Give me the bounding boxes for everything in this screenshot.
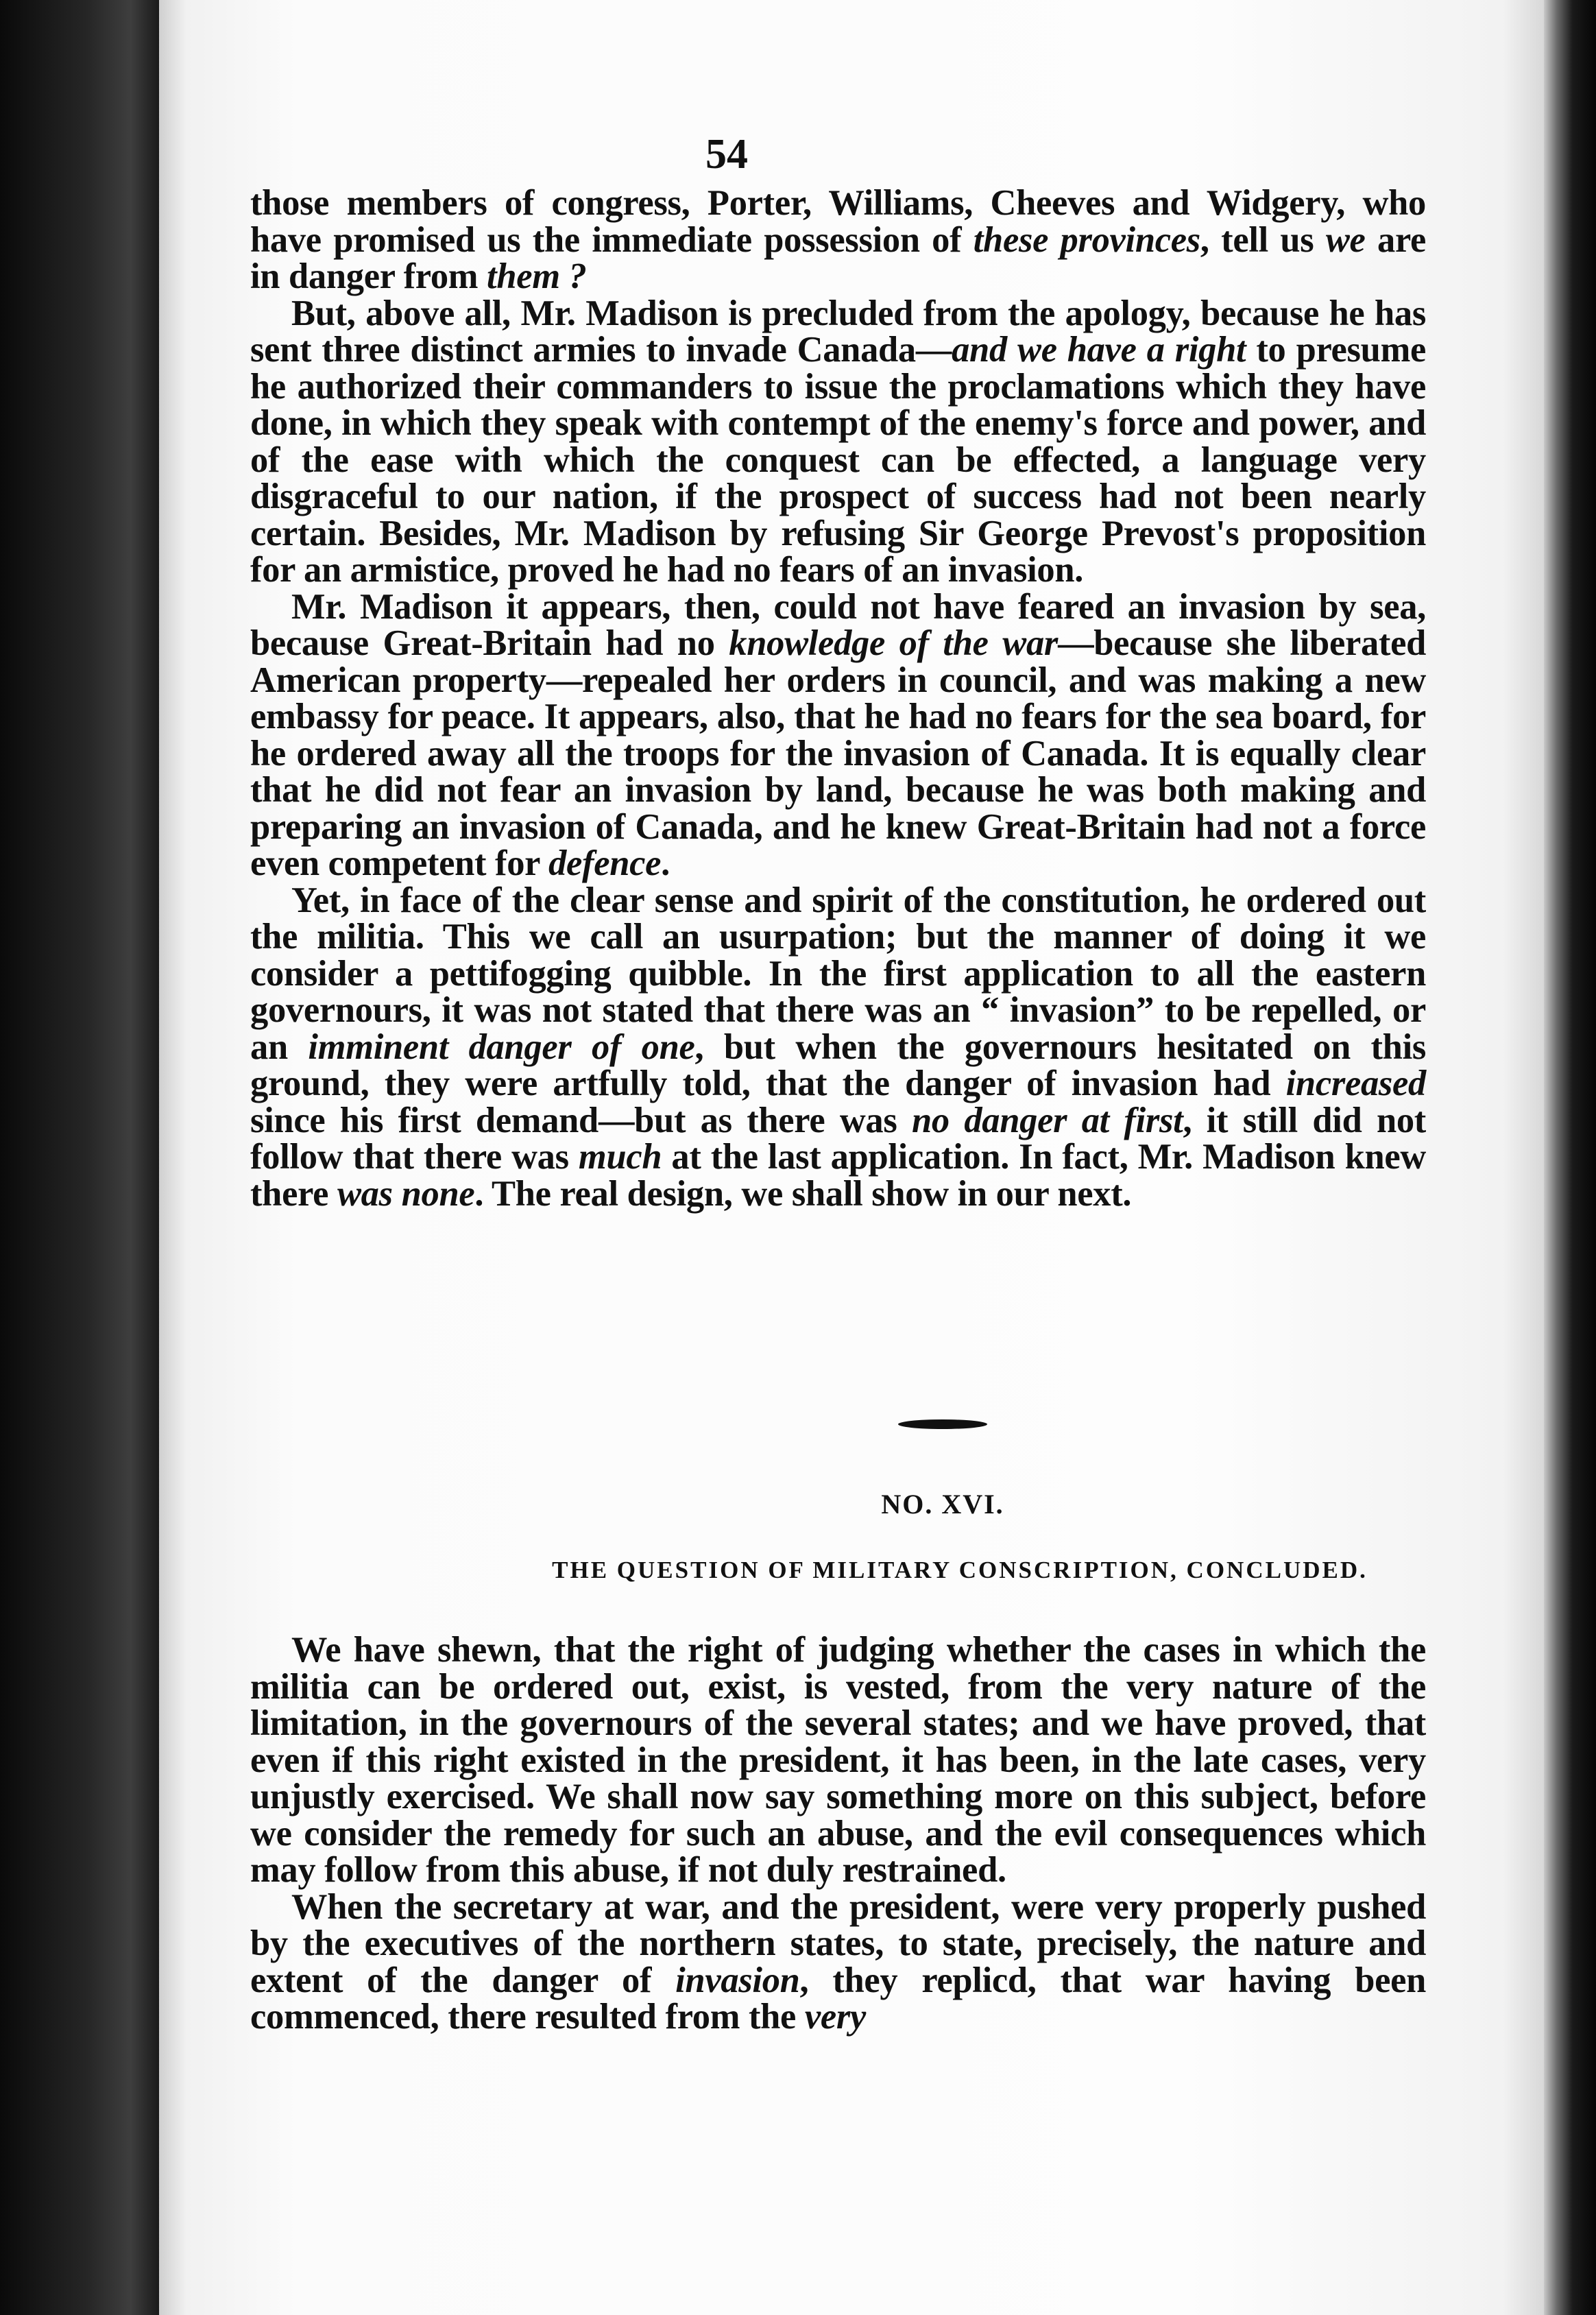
- text-run: , they replicd, that war having been commenced, there resulted from the: [250, 1960, 1426, 2037]
- italic-text: very: [804, 1997, 867, 2037]
- text-run: at the last application. In fact, Mr. Madison knew there: [250, 1137, 1426, 1214]
- text-run: , it still did not follow that there was: [250, 1100, 1426, 1177]
- italic-text: we: [1325, 219, 1366, 260]
- paragraph: [250, 1886, 1426, 2037]
- italic-text: no danger at first: [912, 1100, 1183, 1140]
- text-run: .: [661, 843, 670, 883]
- paragraph: [250, 586, 1426, 883]
- section-number: NO. XVI.: [881, 1489, 1004, 1520]
- text-run: , but when the governours hesitated on this ground, they were artfully told, that the danger of invasion had: [250, 1027, 1426, 1103]
- text-block-continued: [250, 185, 1426, 1212]
- text-run: , tell us: [1200, 219, 1326, 260]
- italic-text: these provinces: [973, 219, 1200, 260]
- italic-text: knowledge of the war: [729, 623, 1059, 663]
- section-divider-rule: [898, 1419, 987, 1429]
- italic-text: was none: [337, 1173, 475, 1214]
- italic-text: invasion: [675, 1960, 800, 2000]
- text-run: Mr. Madison it appears, then, could not have feared an invasion by sea, because Great-Britain had no: [250, 586, 1426, 663]
- paragraph: [250, 185, 1426, 296]
- text-run: Yet, in face of the clear sense and spirit of the constitution, he ordered out the militia. This we call an usurpation; but the manner of doing it we consider a pettifogging quibble. In the first application to all the eastern governours, it was not stated that there was an “ invasion” to be repelled, or an: [250, 880, 1426, 1067]
- italic-text: defence: [548, 843, 662, 883]
- paragraph: [250, 880, 1426, 1214]
- text-run: But, above all, Mr. Madison is precluded from the apology, because he has sent three distinct armies to invade Canada—: [250, 293, 1426, 370]
- text-run: to presume he authorized their commanders to issue the proclamations which they have done, in which they speak with contempt of the enemy's force and power, and of the ease with which the conquest can be effected, a language very disgraceful to our nation, if the prospect of success had not been nearly certain. Besides, Mr. Madison by refusing Sir George Prevost's proposition for an armistice, proved he had no fears of an invasion.: [250, 330, 1427, 590]
- text-run: those members of congress, Porter, Williams, Cheeves and Widgery, who have promised us the immediate possession of: [250, 183, 1426, 260]
- italic-text: and we have a right: [952, 330, 1246, 370]
- book-spine-edge: [0, 0, 159, 2315]
- text-block-section: [250, 1632, 1426, 2036]
- section-title: THE QUESTION OF MILITARY CONSCRIPTION, CONCLUDED.: [552, 1557, 1368, 1583]
- text-run: since his first demand—but as there was: [250, 1100, 912, 1140]
- italic-text: them ?: [487, 256, 587, 296]
- italic-text: increased: [1285, 1064, 1426, 1103]
- italic-text: much: [578, 1137, 662, 1177]
- text-run: —because she liberated American property—repealed her orders in council, and was making a new embassy for peace. It appears, also, that he had no fears for the sea board, for he ordered away all the troops for the invasion of Canada. It is equally clear that he did not fear an invasion by land, because he was both making and preparing an invasion of Canada, and he knew Great-Britain had not a force even competent for: [250, 623, 1426, 883]
- paragraph: [250, 293, 1427, 590]
- page-right-edge: [1544, 0, 1596, 2315]
- text-run: . The real design, we shall show in our next.: [474, 1173, 1132, 1214]
- page-number: 54: [705, 131, 748, 178]
- text-run: When the secretary at war, and the president, were very properly pushed by the executives of the northern states, to state, precisely, the nature and extent of the danger of: [250, 1886, 1426, 2000]
- paragraph: We have shewn, that the right of judging whether the cases in which the militia can be ordered out, exist, is vested, from the very nature of the limitation, in the governours of the several states; and we have proved, that even if this right existed in the president, it has been, in the late cases, very unjustly exercised. We shall now say something more on this subject, before we consider the remedy for such an abuse, and the evil consequences which may follow from this abuse, if not duly restrained.: [250, 1630, 1426, 1890]
- text-run: are in danger from: [250, 219, 1427, 296]
- italic-text: imminent danger of one: [308, 1027, 695, 1067]
